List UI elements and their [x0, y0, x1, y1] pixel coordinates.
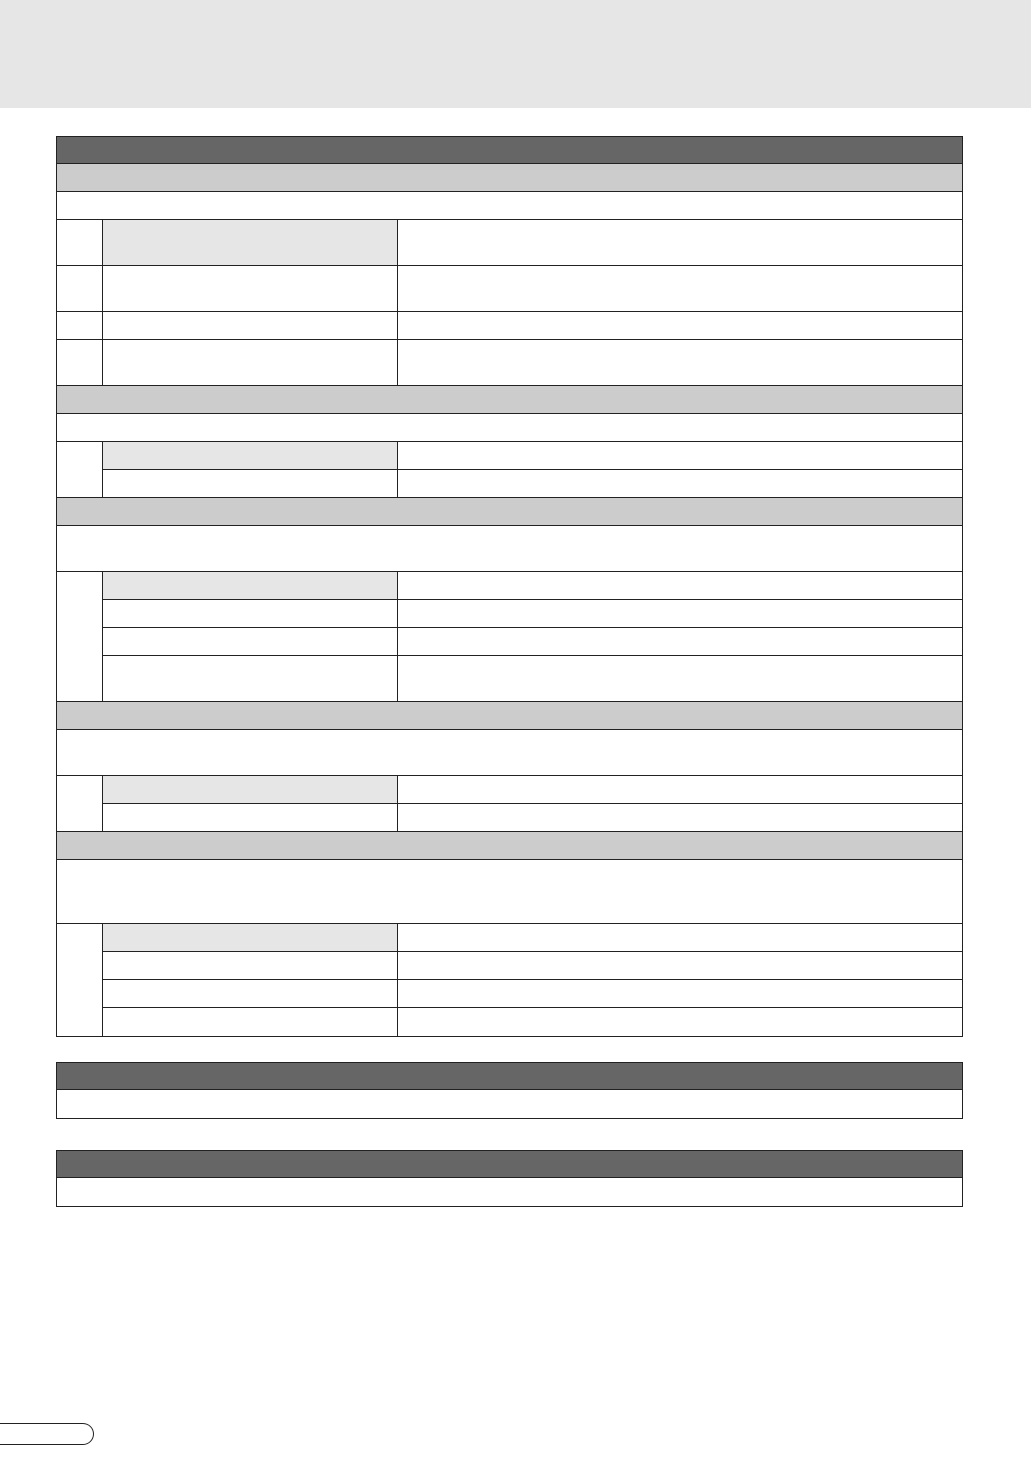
row-label — [103, 656, 119, 668]
row-label — [103, 952, 119, 964]
table-row — [56, 804, 963, 832]
info-box-3 — [56, 1150, 963, 1207]
row-label — [103, 628, 119, 640]
column-divider — [397, 776, 398, 832]
row-value — [398, 628, 414, 640]
indent-divider — [102, 442, 103, 498]
row-label — [103, 924, 119, 936]
info-box-2-body — [56, 1090, 72, 1102]
row-value — [398, 1008, 414, 1020]
row-label — [103, 266, 119, 278]
info-box-3-title — [56, 1150, 72, 1162]
indent-divider — [102, 220, 103, 386]
info-box-2-title — [56, 1062, 72, 1074]
row-value — [398, 266, 414, 278]
table-row — [56, 776, 963, 804]
table-row — [56, 572, 963, 600]
section-description-4 — [56, 730, 963, 776]
section-description-1 — [56, 192, 963, 220]
row-label — [103, 600, 119, 612]
info-box-3-body — [56, 1178, 72, 1190]
info-box-3-title-bar — [56, 1150, 963, 1178]
table-row — [56, 266, 963, 312]
row-value — [398, 572, 414, 584]
info-box-2-title-bar — [56, 1062, 963, 1090]
table-row — [56, 924, 963, 952]
row-value — [398, 470, 414, 482]
table-row — [56, 220, 963, 266]
row-value — [398, 776, 414, 788]
info-box-2 — [56, 1062, 963, 1119]
table-row — [56, 340, 963, 386]
row-label — [103, 572, 119, 584]
row-label — [103, 980, 119, 992]
table-row — [56, 628, 963, 656]
section-heading-1 — [56, 164, 963, 192]
table-row — [56, 656, 963, 702]
section-heading-4 — [56, 702, 963, 730]
indent-divider — [102, 572, 103, 702]
column-divider — [397, 924, 398, 1036]
table-row — [56, 470, 963, 498]
table-row — [56, 980, 963, 1008]
row-label — [103, 220, 397, 265]
section-heading-5 — [56, 832, 963, 860]
column-divider — [397, 572, 398, 702]
row-label — [103, 442, 119, 454]
row-label — [103, 340, 119, 352]
indent-divider — [102, 924, 103, 1036]
indent-divider — [102, 776, 103, 832]
row-value — [398, 804, 414, 816]
row-label — [103, 1008, 119, 1020]
row-value — [398, 220, 414, 232]
column-divider — [397, 220, 398, 386]
row-label — [103, 776, 119, 788]
row-label-bg — [103, 442, 397, 469]
row-label — [103, 470, 119, 482]
table-row — [56, 1008, 963, 1036]
section-description-5 — [56, 860, 963, 924]
column-divider — [397, 442, 398, 498]
page-number-tab — [0, 1423, 94, 1445]
row-value — [398, 924, 414, 936]
section-description-2 — [56, 414, 963, 442]
section-heading-2 — [56, 386, 963, 414]
table-title — [56, 136, 72, 148]
row-label — [103, 312, 119, 324]
row-value — [398, 656, 414, 668]
table-title-bar — [56, 136, 963, 164]
table-row — [56, 600, 963, 628]
table-row — [56, 952, 963, 980]
row-value — [398, 600, 414, 612]
row-value — [398, 340, 414, 352]
row-value — [398, 952, 414, 964]
top-header-band — [0, 0, 1031, 108]
section-description-3 — [56, 526, 963, 572]
row-value — [398, 312, 414, 324]
row-value — [398, 442, 414, 454]
main-spec-table — [56, 136, 963, 1037]
table-row — [56, 442, 963, 470]
row-value — [398, 980, 414, 992]
table-row — [56, 312, 963, 340]
row-label — [103, 804, 119, 816]
section-heading-3 — [56, 498, 963, 526]
